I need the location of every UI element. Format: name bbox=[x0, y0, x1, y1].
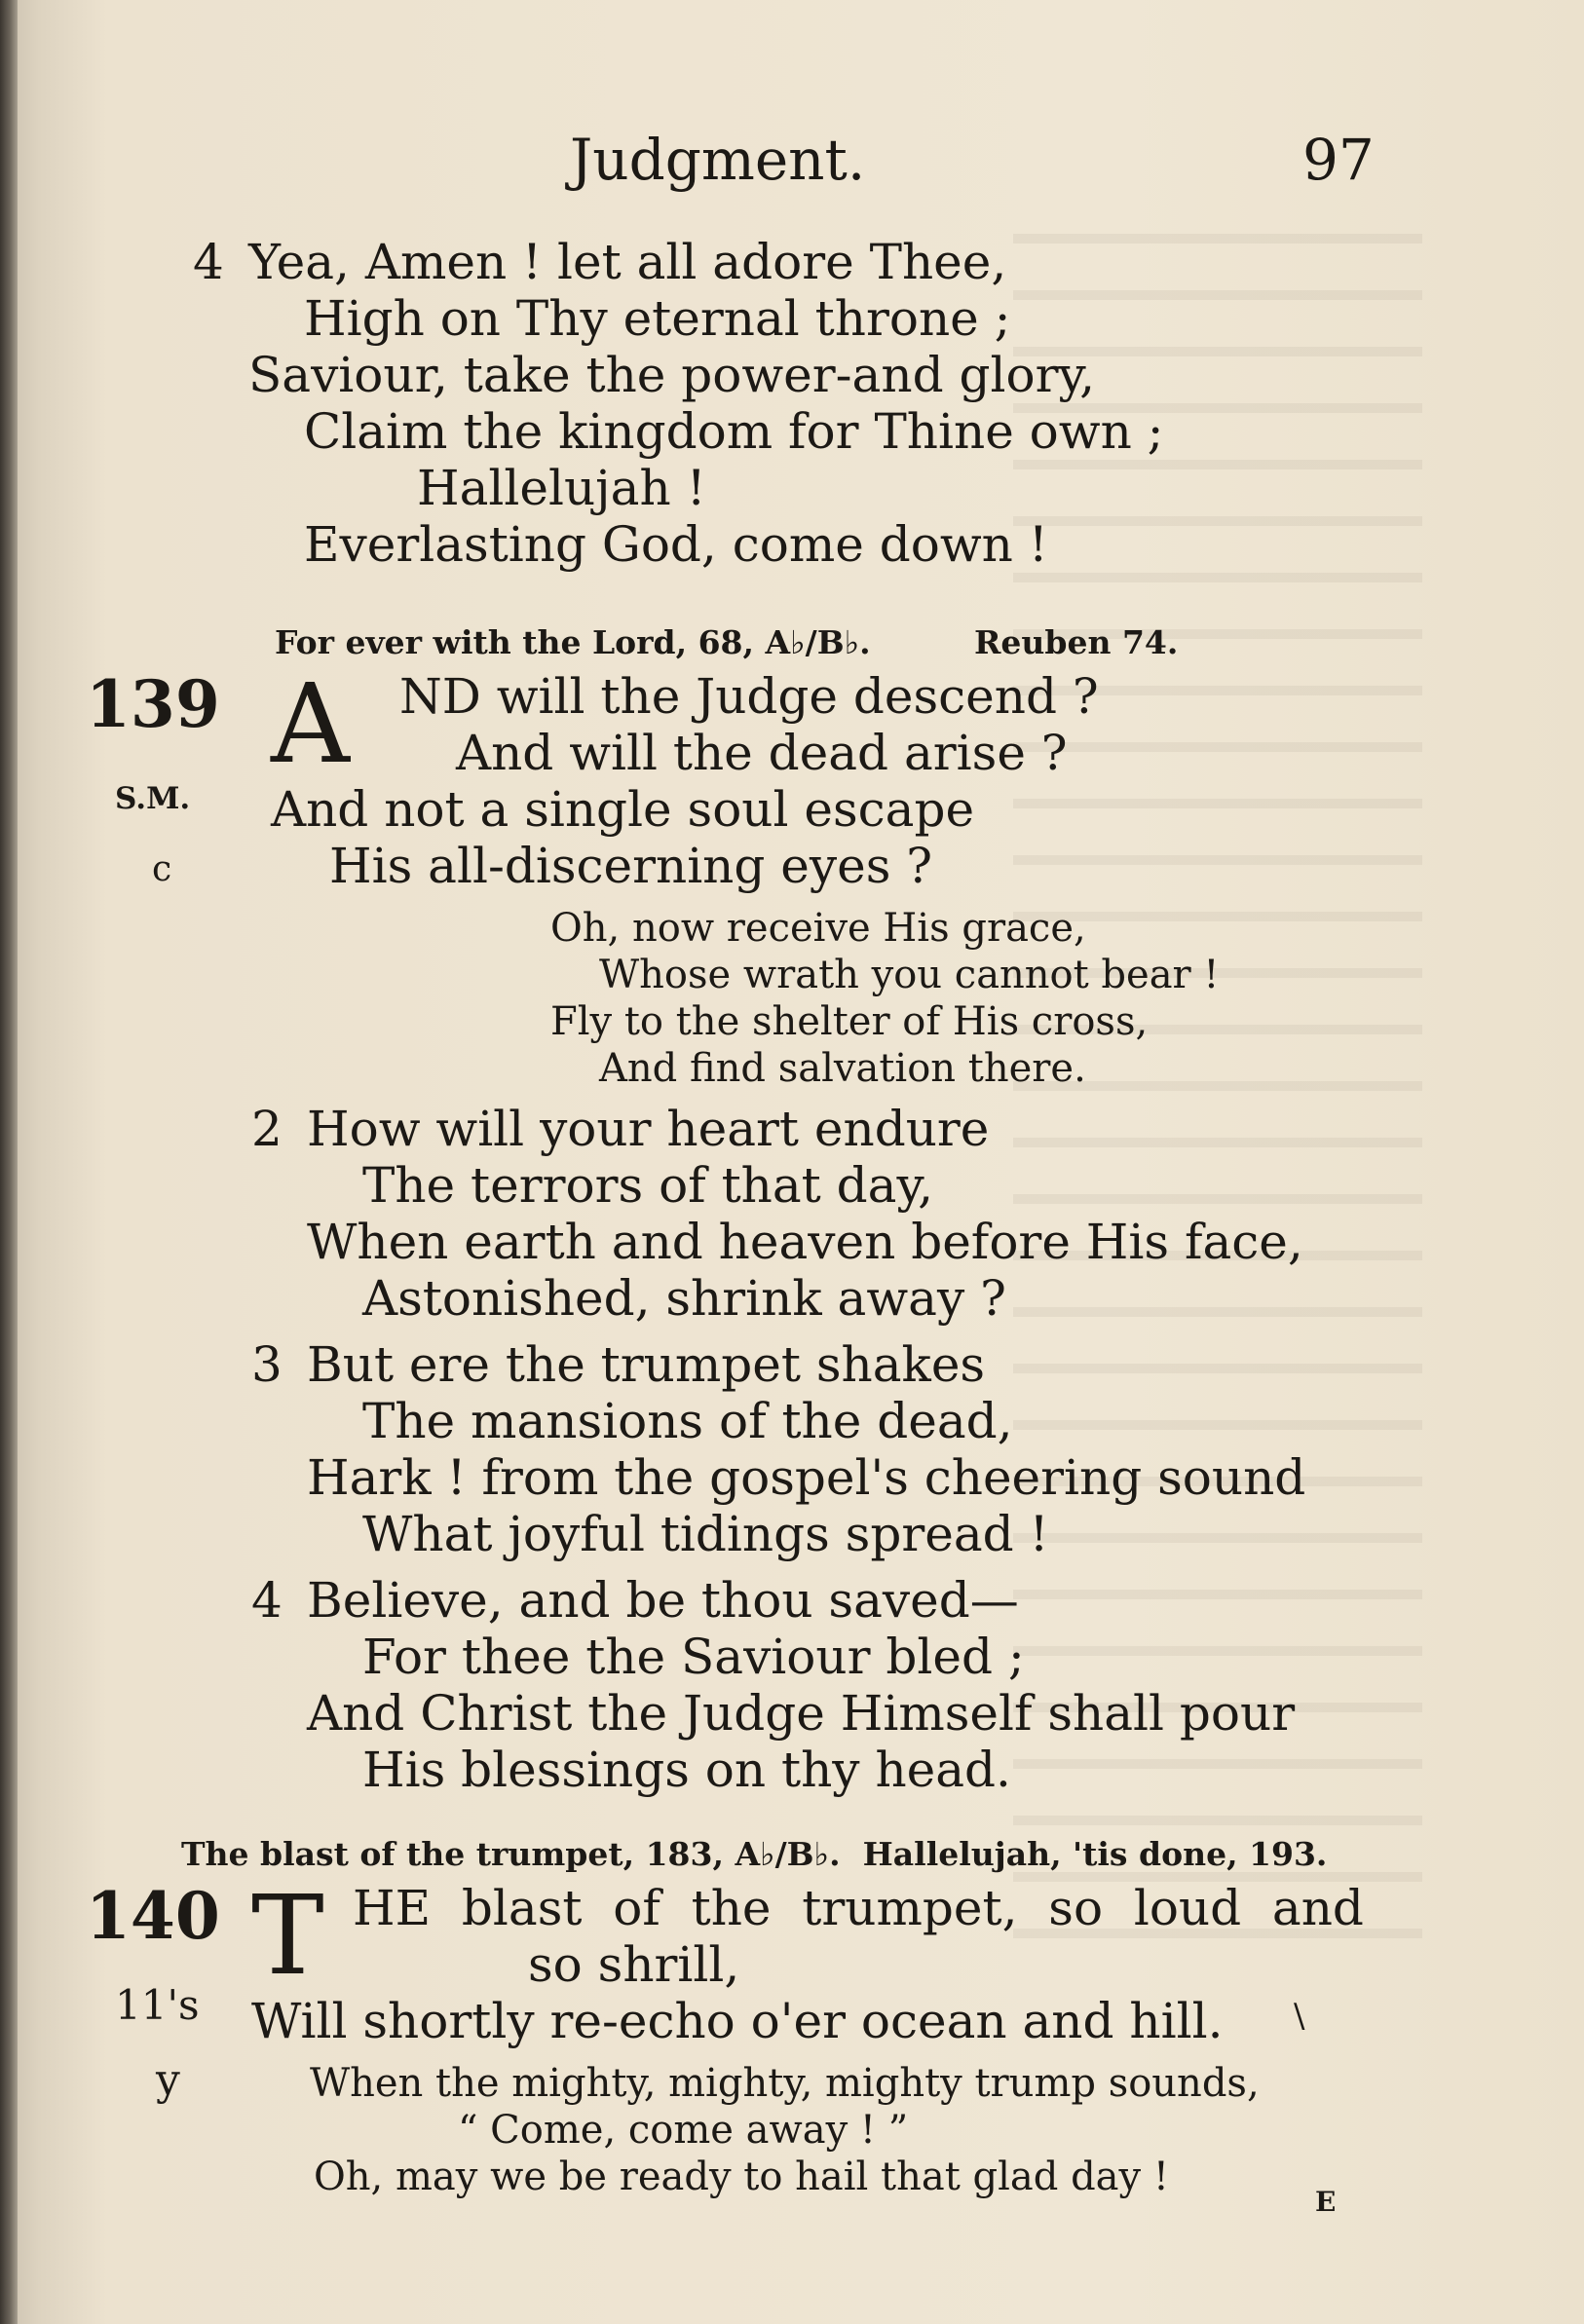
signature-mark: E bbox=[1315, 2186, 1337, 2218]
key-label: y bbox=[156, 2055, 180, 2105]
verse-line: The terrors of that day, bbox=[362, 1157, 933, 1214]
verse-line: Astonished, shrink away ? bbox=[362, 1270, 1006, 1327]
verse-number: 4 bbox=[251, 1572, 283, 1629]
hymn-number: 140 bbox=[86, 1878, 220, 1954]
verse-line: ND will the Judge descend ? bbox=[399, 668, 1099, 725]
verse-line: His blessings on thy head. bbox=[362, 1742, 1011, 1798]
chorus-line: And find salvation there. bbox=[599, 1046, 1086, 1091]
chorus-line: Fly to the shelter of His cross, bbox=[550, 999, 1149, 1044]
verse-line: High on Thy eternal throne ; bbox=[304, 290, 1011, 347]
verse-line: How will your heart endure bbox=[307, 1101, 990, 1157]
verse-line: Hallelujah ! bbox=[417, 460, 706, 516]
key-label: c bbox=[152, 849, 172, 889]
tune-reference: The blast of the trumpet, 183, A♭/B♭. Hallelujah, 'tis done, 193. bbox=[181, 1835, 1328, 1873]
page-number: 97 bbox=[1302, 127, 1375, 193]
verse-line: And not a single soul escape bbox=[271, 781, 975, 838]
chorus-line: Oh, may we be ready to hail that glad day ! bbox=[314, 2155, 1169, 2199]
chorus-line: When the mighty, mighty, mighty trump sounds, bbox=[310, 2061, 1260, 2106]
chorus-line: “ Come, come away ! ” bbox=[458, 2108, 909, 2153]
verse-line: When earth and heaven before His face, bbox=[307, 1214, 1303, 1270]
verse-number: 3 bbox=[251, 1336, 283, 1393]
verse-line: And will the dead arise ? bbox=[456, 725, 1068, 781]
drop-cap: T bbox=[251, 1873, 324, 2000]
meter-label: 11's bbox=[115, 1981, 200, 2029]
stray-mark: \ bbox=[1294, 1997, 1305, 2036]
running-head-title: Judgment. bbox=[570, 127, 866, 193]
verse-line: Saviour, take the power-and glory, bbox=[248, 347, 1095, 403]
verse-line: so shrill, bbox=[528, 1936, 740, 1993]
verse-number: 4 bbox=[193, 234, 224, 290]
verse-line: For thee the Saviour bled ; bbox=[362, 1629, 1025, 1685]
verse-line: And Christ the Judge Himself shall pour bbox=[307, 1685, 1296, 1742]
verse-line: Everlasting God, come down ! bbox=[304, 516, 1048, 573]
verse-line: His all-discerning eyes ? bbox=[329, 838, 933, 894]
verse-line: Believe, and be thou saved— bbox=[307, 1572, 1019, 1629]
tune-reference-alt: Reuben 74. bbox=[974, 623, 1179, 661]
verse-line: HE blast of the trumpet, so loud and bbox=[353, 1880, 1364, 1936]
meter-label: S.M. bbox=[115, 781, 191, 816]
verse-line: But ere the trumpet shakes bbox=[307, 1336, 986, 1393]
verse-line: The mansions of the dead, bbox=[362, 1393, 1013, 1449]
chorus-line: Oh, now receive His grace, bbox=[550, 906, 1086, 951]
verse-line: What joyful tidings spread ! bbox=[362, 1506, 1049, 1562]
verse-number: 2 bbox=[251, 1101, 283, 1157]
hymn-number: 139 bbox=[86, 666, 220, 742]
verse-line: Yea, Amen ! let all adore Thee, bbox=[248, 234, 1007, 290]
verse-line: Claim the kingdom for Thine own ; bbox=[304, 403, 1164, 460]
tune-reference: For ever with the Lord, 68, A♭/B♭. bbox=[275, 623, 871, 661]
chorus-line: Whose wrath you cannot bear ! bbox=[599, 953, 1220, 997]
book-spine-shadow bbox=[0, 0, 18, 2324]
verse-line: Hark ! from the gospel's cheering sound bbox=[307, 1449, 1306, 1506]
verse-line: Will shortly re-echo o'er ocean and hill. bbox=[251, 1993, 1224, 2049]
drop-cap: A bbox=[271, 661, 350, 788]
